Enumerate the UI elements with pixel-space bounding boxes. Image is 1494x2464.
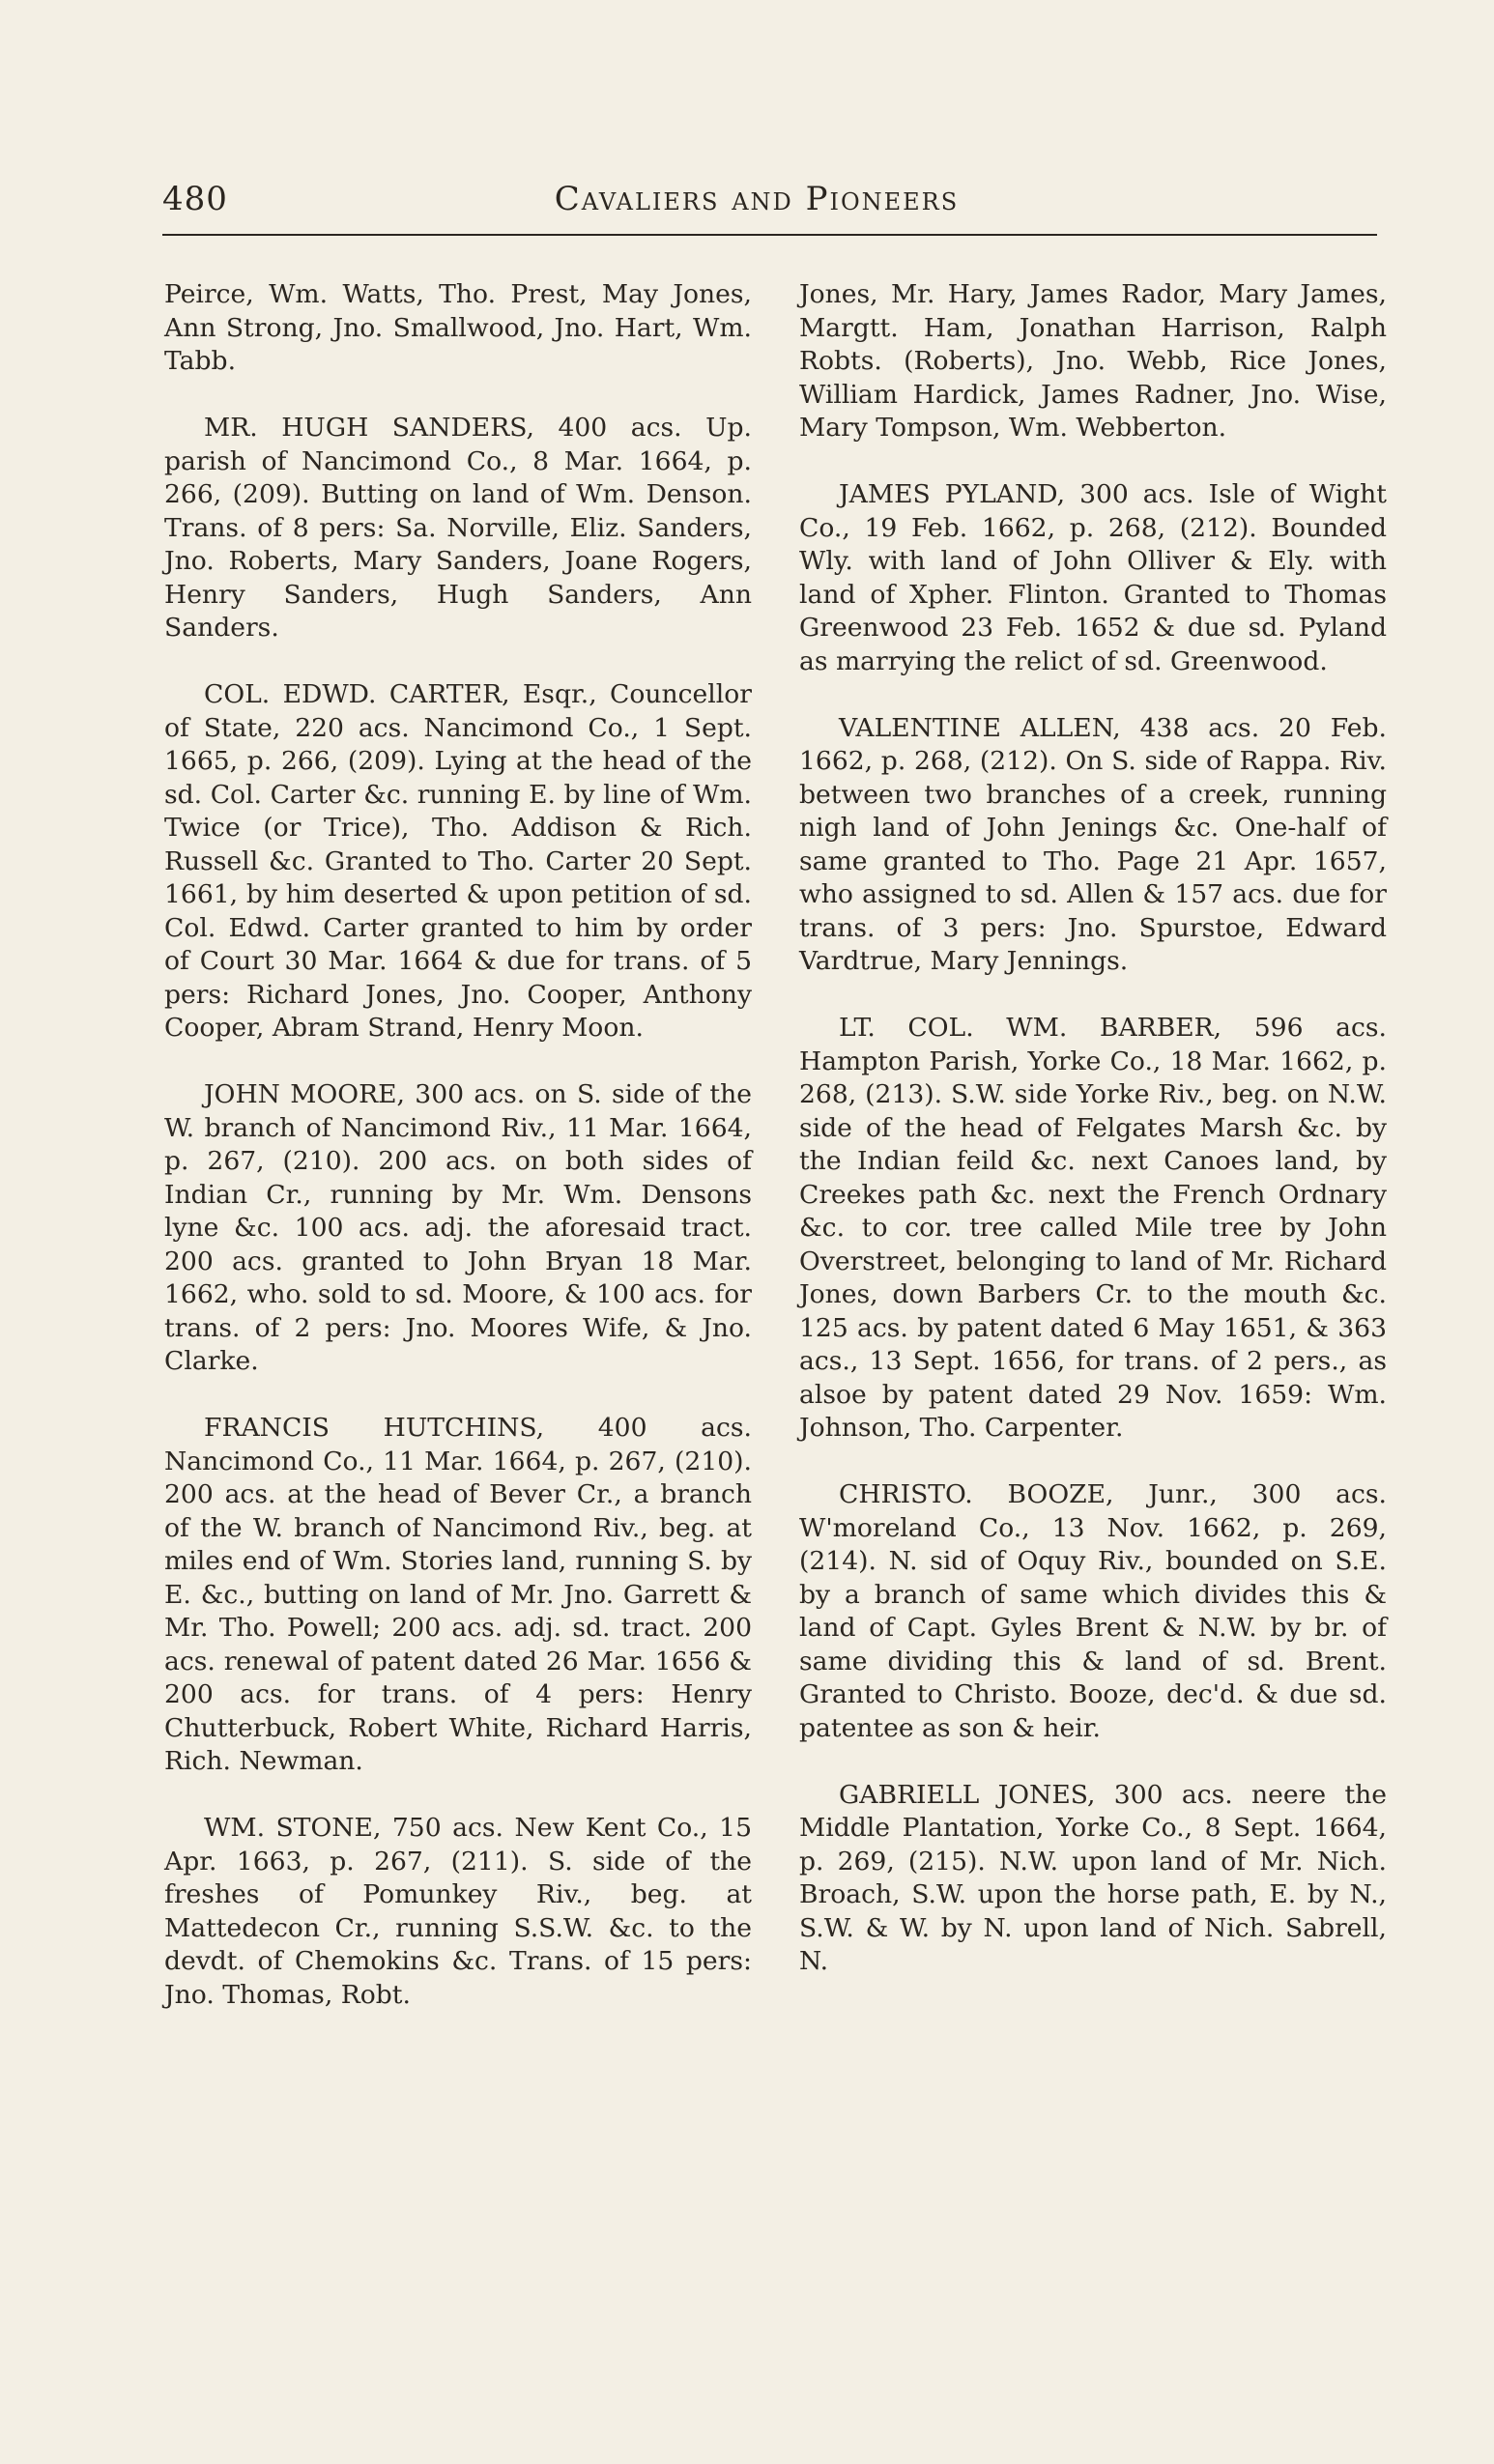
entry-wm-barber: LT. COL. WM. BARBER, 596 acs. Hampton Parish, Yorke Co., 18 Mar. 1662, p. 268, (213). S.W. side Yorke Riv., beg. on N.W. side of the head of Felgates Marsh &c. by the Indian feild &c. next Canoes land, by Creekes path &c. next the French Ordnary &c. to cor. tree called Mile tree by John Overstreet, belonging to land of Mr. Richard Jones, down Barbers Cr. to the mouth &c. 125 acs. by patent dated 6 May 1651, & 363 acs., 13 Sept. 1656, for trans. of 2 pers., as alsoe by patent dated 29 Nov. 1659: Wm. Johnson, Tho. Carpenter. — [799, 1013, 1387, 1443]
running-head: Cavaliers and Pioneers — [554, 180, 960, 218]
entry-christo-booze: CHRISTO. BOOZE, Junr., 300 acs. W'moreland Co., 13 Nov. 1662, p. 269, (214). N. sid of Oquy Riv., bounded on S.E. by a branch of same which divides this & land of Capt. Gyles Brent & N.W. by br. of same dividing this & land of sd. Brent. Granted to Christo. Booze, dec'd. & due sd. patentee as son & heir. — [799, 1479, 1387, 1743]
entry-john-moore: JOHN MOORE, 300 acs. on S. side of the W. branch of Nancimond Riv., 11 Mar. 1664, p. 267, (210). 200 acs. on both sides of Indian Cr., running by Mr. Wm. Densons lyne &c. 100 acs. adj. the aforesaid tract. 200 acs. granted to John Bryan 18 Mar. 1662, who. sold to sd. Moore, & 100 acs. for trans. of 2 pers: Jno. Moores Wife, & Jno. Clarke. — [164, 1079, 752, 1376]
entry-james-pyland: JAMES PYLAND, 300 acs. Isle of Wight Co., 19 Feb. 1662, p. 268, (212). Bounded Wly. with land of John Olliver & Ely. with land of Xpher. Flinton. Granted to Thomas Greenwood 23 Feb. 1652 & due sd. Pyland as marrying the relict of sd. Greenwood. — [799, 479, 1387, 676]
entry-hugh-sanders: MR. HUGH SANDERS, 400 acs. Up. parish of Nancimond Co., 8 Mar. 1664, p. 266, (209). Butting on land of Wm. Denson. Trans. of 8 pers: Sa. Norville, Eliz. Sanders, Jno. Roberts, Mary Sanders, Joane Rogers, Henry Sanders, Hugh Sanders, Ann Sanders. — [164, 413, 752, 643]
entry-wm-stone: WM. STONE, 750 acs. New Kent Co., 15 Apr. 1663, p. 267, (211). S. side of the freshes of Pomunkey Riv., beg. at Mattedecon Cr., running S.S.W. &c. to the devdt. of Chemokins &c. Trans. of 15 pers: Jno. Thomas, Robt. — [164, 1813, 752, 2010]
entry-gabriell-jones: GABRIELL JONES, 300 acs. neere the Middle Plantation, Yorke Co., 8 Sept. 1664, p. 269, (215). N.W. upon land of Mr. Nich. Broach, S.W. upon the horse path, E. by N., S.W. & W. by N. upon land of Nich. Sabrell, N. — [799, 1779, 1387, 1976]
entry-continuation: Jones, Mr. Hary, James Rador, Mary James, Margtt. Ham, Jonathan Harrison, Ralph Robts. (Roberts), Jno. Webb, Rice Jones, William Hardick, James Radner, Jno. Wise, Mary Tompson, Wm. Webberton. — [799, 279, 1387, 443]
entry-francis-hutchins: FRANCIS HUTCHINS, 400 acs. Nancimond Co., 11 Mar. 1664, p. 267, (210). 200 acs. at the head of Bever Cr., a branch of the W. branch of Nancimond Riv., beg. at miles end of Wm. Stories land, running S. by E. &c., butting on land of Mr. Jno. Garrett & Mr. Tho. Powell; 200 acs. adj. sd. tract. 200 acs. renewal of patent dated 26 Mar. 1656 & 200 acs. for trans. of 4 pers: Henry Chutterbuck, Robert White, Richard Harris, Rich. Newman. — [164, 1413, 752, 1776]
entry-continuation: Peirce, Wm. Watts, Tho. Prest, May Jones, Ann Strong, Jno. Smallwood, Jno. Hart, Wm. Tabb. — [164, 279, 752, 376]
page-number: 480 — [162, 180, 228, 218]
left-column — [164, 278, 752, 2046]
page-header — [162, 180, 1377, 228]
entry-valentine-allen: VALENTINE ALLEN, 438 acs. 20 Feb. 1662, p. 268, (212). On S. side of Rappa. Riv. between two branches of a creek, running nigh land of John Jenings &c. One-half of same granted to Tho. Page 21 Apr. 1657, who assigned to sd. Allen & 157 acs. due for trans. of 3 pers: Jno. Spurstoe, Edward Vardtrue, Mary Jennings. — [799, 712, 1387, 976]
entry-edwd-carter: COL. EDWD. CARTER, Esqr., Councellor of State, 220 acs. Nancimond Co., 1 Sept. 1665, p. 266, (209). Lying at the head of the sd. Col. Carter &c. running E. by line of Wm. Twice (or Trice), Tho. Addison & Rich. Russell &c. Granted to Tho. Carter 20 Sept. 1661, by him deserted & upon petition of sd. Col. Edwd. Carter granted to him by order of Court 30 Mar. 1664 & due for trans. of 5 pers: Richard Jones, Jno. Cooper, Anthony Cooper, Abram Strand, Henry Moon. — [164, 679, 752, 1043]
right-column — [799, 278, 1387, 2012]
header-rule — [162, 234, 1377, 236]
